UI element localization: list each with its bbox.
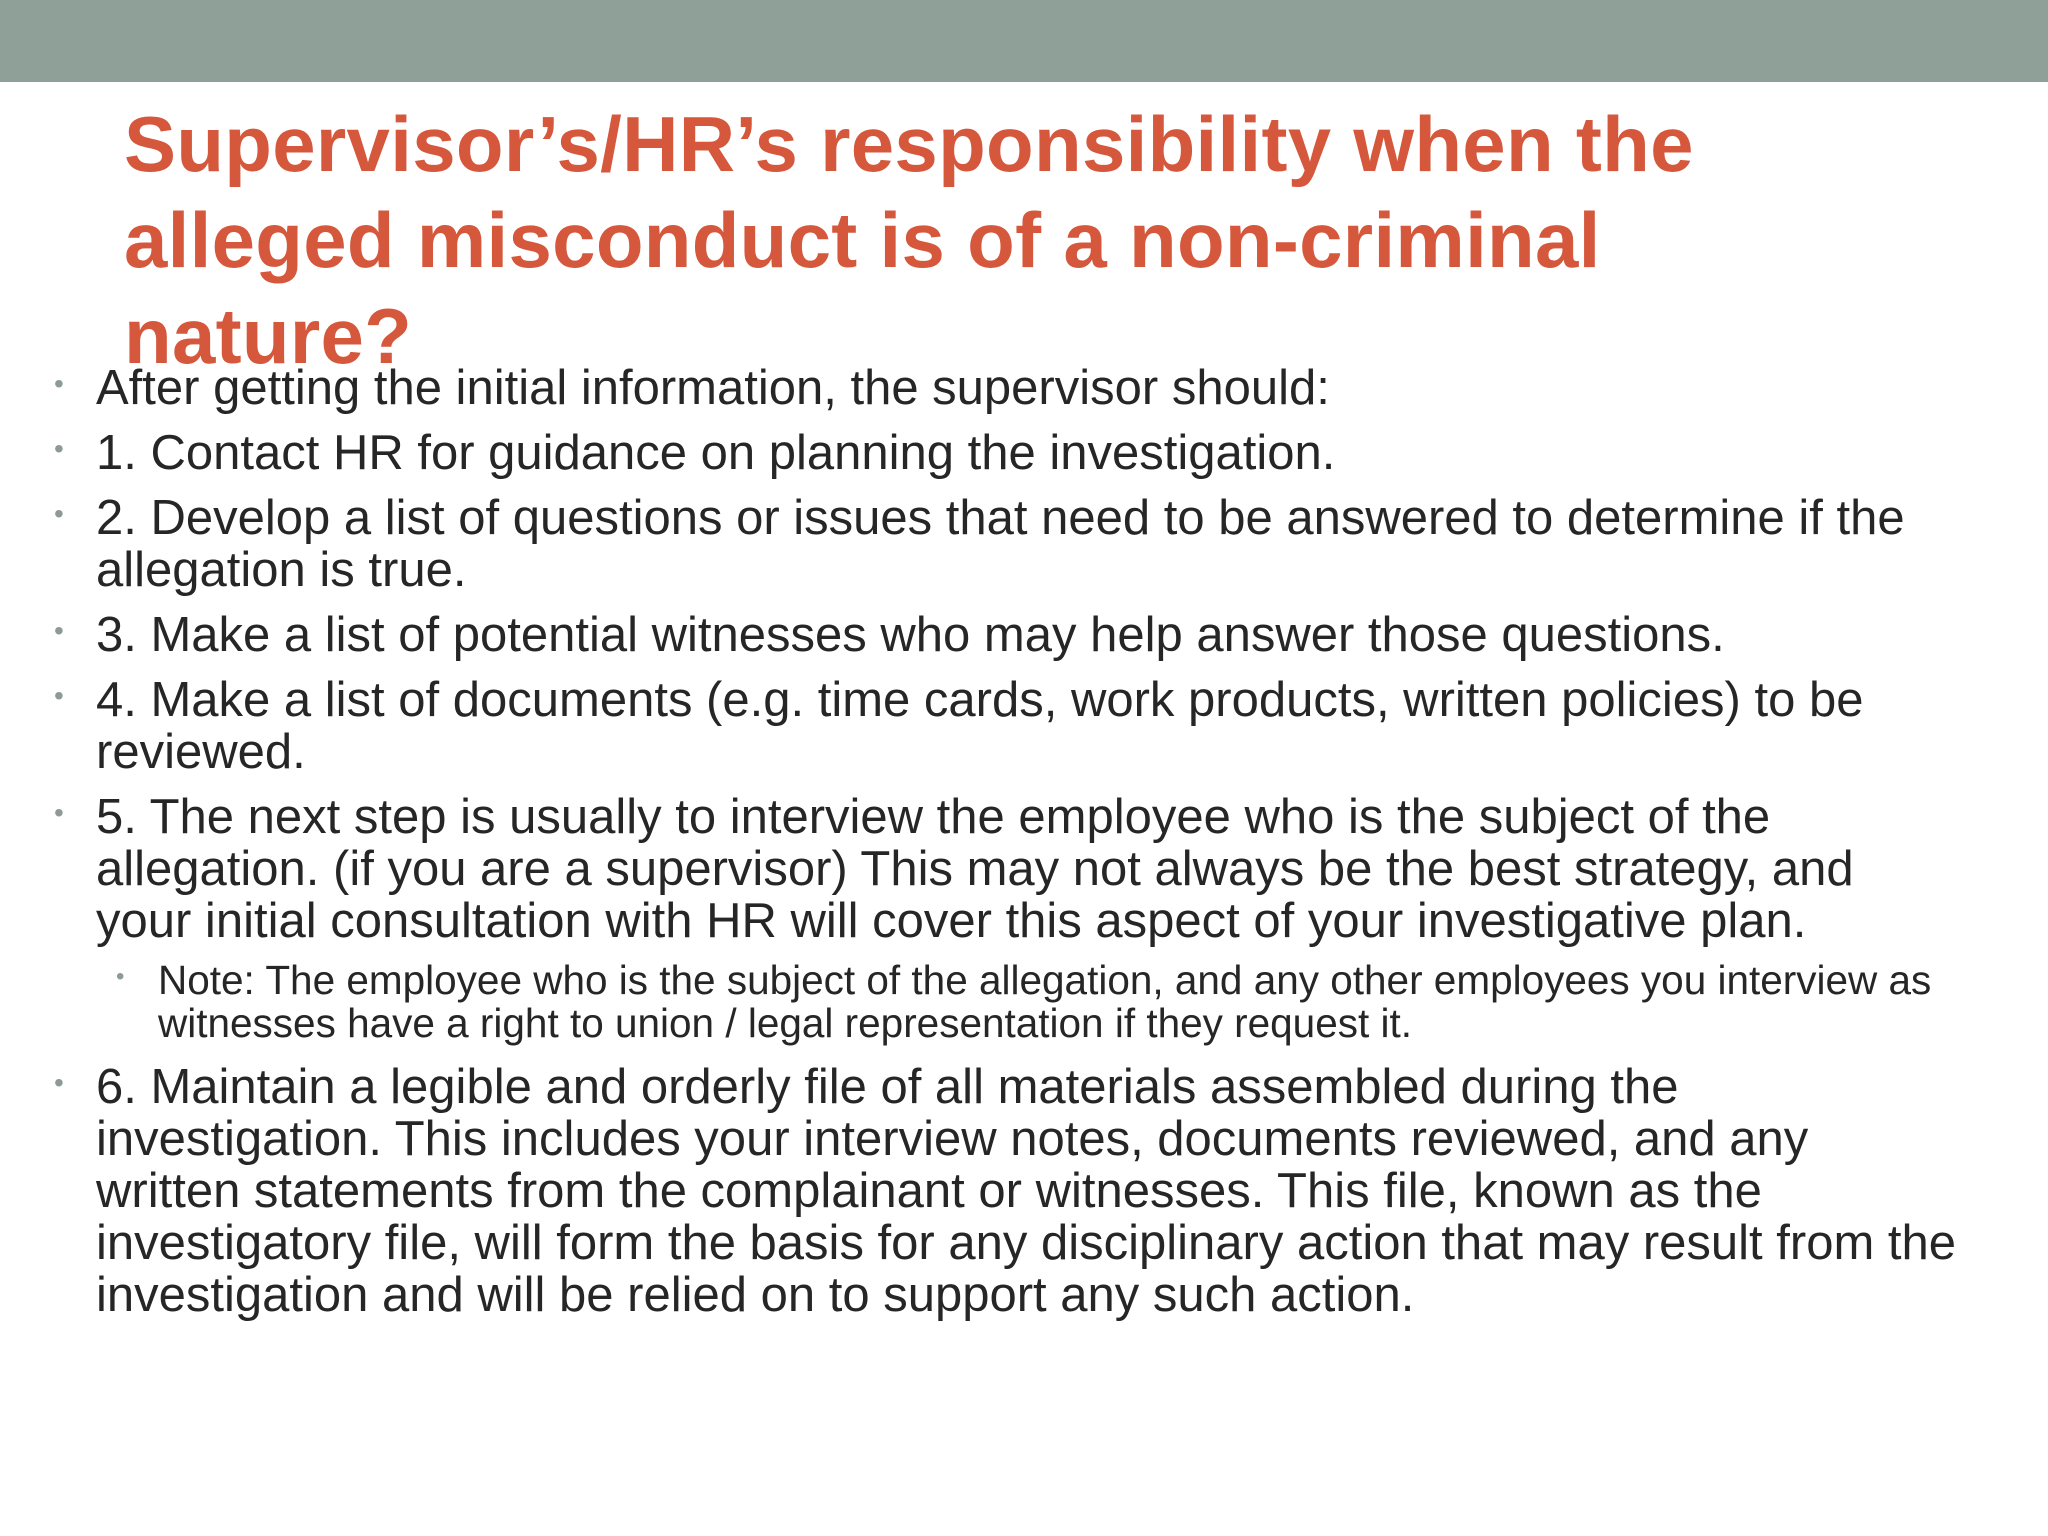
bullet-item-step-1 <box>0 427 1956 479</box>
bullet-item-step-5 <box>0 791 1956 947</box>
bullet-dot-icon: • <box>54 680 64 711</box>
bullet-item-step-2 <box>0 492 1956 596</box>
bullet-dot-icon: • <box>54 368 64 399</box>
bullet-dot-icon: • <box>54 797 64 828</box>
bullet-text: 4. Make a list of documents (e.g. time cards, work products, written policies) to be reviewed. <box>96 673 1864 779</box>
bullet-dot-icon: • <box>54 433 64 464</box>
bullet-item-step-4 <box>0 674 1956 778</box>
bullet-dot-icon: • <box>54 498 64 529</box>
sub-bullet-dot-icon: • <box>116 963 125 990</box>
bullet-list <box>0 362 2048 1334</box>
top-accent-bar <box>0 0 2048 82</box>
bullet-item-step-3 <box>0 609 1956 661</box>
bullet-dot-icon: • <box>54 615 64 646</box>
bullet-item-intro <box>0 362 1956 414</box>
sub-bullet-note <box>0 959 1958 1045</box>
sub-bullet-text: Note: The employee who is the subject of the allegation, and any other employees you interview as witnesses have a right to union / legal representation if they request it. <box>158 957 1932 1046</box>
bullet-text: 2. Develop a list of questions or issues that need to be answered to determine if the allegation is true. <box>96 491 1905 597</box>
bullet-dot-icon: • <box>54 1067 64 1098</box>
bullet-item-step-6 <box>0 1061 1956 1321</box>
bullet-text: After getting the initial information, the supervisor should: <box>96 361 1330 415</box>
bullet-text: 6. Maintain a legible and orderly file of all materials assembled during the investigation. This includes your interview notes, documents reviewed, and any written statements from the complainant or witnesses. This file, known as the investigatory file, will form the basis for any disciplinary action that may result from the investigation and will be relied on to support any such action. <box>96 1060 1957 1322</box>
bullet-text: 1. Contact HR for guidance on planning the investigation. <box>96 426 1336 480</box>
slide-title: Supervisor’s/HR’s responsibility when the alleged misconduct is of a non-criminal nature? <box>124 100 1694 380</box>
bullet-text: 3. Make a list of potential witnesses who may help answer those questions. <box>96 608 1725 662</box>
bullet-text: 5. The next step is usually to interview the employee who is the subject of the allegation. (if you are a supervisor) This may not always be the best strategy, and your initial consultation with HR will cover this aspect of your investigative plan. <box>96 790 1854 948</box>
